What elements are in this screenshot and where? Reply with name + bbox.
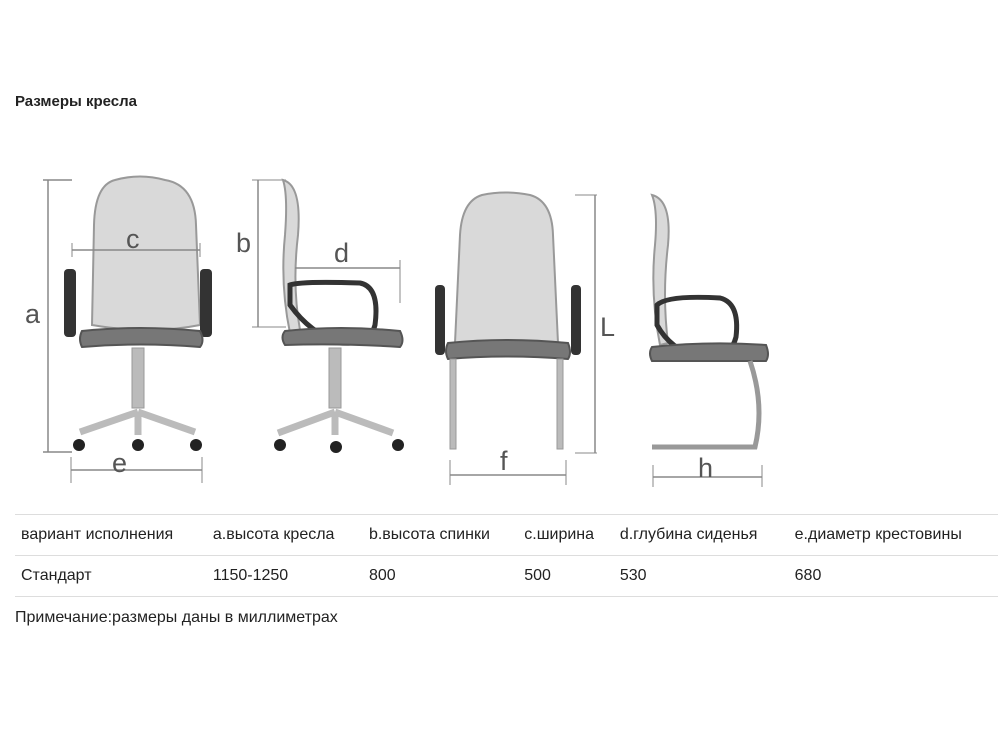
note-text: Примечание:размеры даны в миллиметрах bbox=[15, 609, 338, 626]
label-a: a bbox=[25, 299, 41, 329]
office-chair-side bbox=[236, 180, 404, 453]
label-h: h bbox=[698, 453, 714, 483]
page-title: Размеры кресла bbox=[15, 93, 138, 110]
header-cell: c.ширина bbox=[518, 515, 614, 556]
table-cell: 1150-1250 bbox=[207, 556, 363, 597]
label-b: b bbox=[236, 228, 252, 258]
label-L: L bbox=[600, 312, 616, 342]
header-cell: d.глубина сиденья bbox=[614, 515, 789, 556]
header-cell: e.диаметр крестовины bbox=[789, 515, 998, 556]
table-header-row bbox=[15, 515, 998, 556]
table-cell: 680 bbox=[789, 556, 998, 597]
office-chair-front bbox=[25, 177, 212, 484]
table-cell: 500 bbox=[518, 556, 614, 597]
table-row bbox=[15, 556, 998, 597]
label-c: c bbox=[126, 224, 140, 254]
dimensions-table bbox=[15, 514, 998, 597]
chair-dimensions-diagram bbox=[0, 165, 1000, 495]
visitor-chair-side bbox=[650, 195, 768, 487]
label-d: d bbox=[334, 238, 350, 268]
table-cell: Стандарт bbox=[15, 556, 207, 597]
label-f: f bbox=[500, 446, 508, 476]
header-cell: a.высота кресла bbox=[207, 515, 363, 556]
label-e: e bbox=[112, 448, 128, 478]
visitor-chair-front bbox=[435, 193, 615, 486]
header-cell: вариант исполнения bbox=[15, 515, 207, 556]
table-cell: 530 bbox=[614, 556, 789, 597]
header-cell: b.высота спинки bbox=[363, 515, 518, 556]
table-cell: 800 bbox=[363, 556, 518, 597]
